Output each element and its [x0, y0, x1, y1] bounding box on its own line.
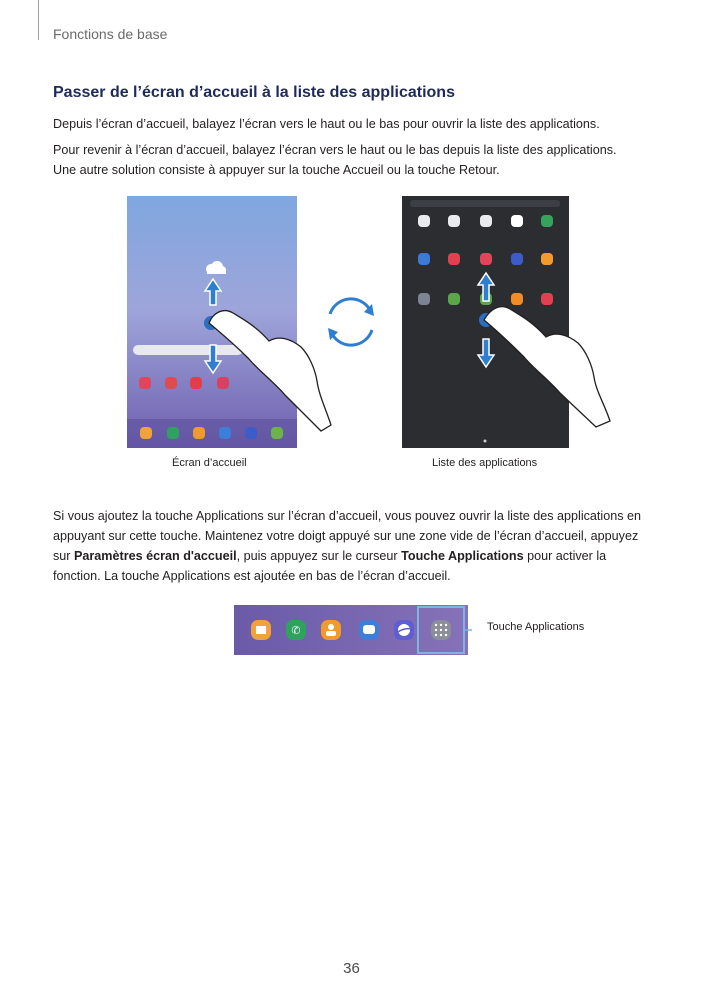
page-title: Passer de l’écran d’accueil à la liste des applications — [53, 84, 455, 101]
paragraph-2 — [53, 140, 653, 180]
apps-list-illustration — [400, 195, 618, 450]
paragraph-2-line-1: Pour revenir à l’écran d’accueil, balayez l’écran vers le haut ou le bas depuis la liste des applications. — [53, 143, 617, 157]
contacts-app-icon — [321, 620, 341, 640]
email-app-icon — [251, 620, 271, 640]
paragraph-1: Depuis l’écran d’accueil, balayez l’écran vers le haut ou le bas pour ouvrir la liste des applications. — [53, 117, 600, 131]
caption-apps-list: Liste des applications — [432, 457, 538, 469]
caption-home-screen: Écran d’accueil — [172, 457, 247, 469]
callout-apps-button: Touche Applications — [487, 621, 585, 633]
margin-rule — [38, 0, 39, 40]
paragraph-2-line-2: Une autre solution consiste à appuyer sur la touche Accueil ou la touche Retour. — [53, 163, 500, 177]
apps-search-bar — [410, 200, 560, 207]
phone-app-icon — [286, 620, 306, 640]
home-screen-settings-label: Paramètres écran d'accueil — [74, 549, 237, 563]
paragraph-3-text-a: Si vous ajoutez la touche Applications sur l’écran d’accueil, vous pouvez ouvrir la liste des applications en appuyant sur cette touche. Maintenez votre doigt appuyé sur une zone vide de l’écran d’accueil, appuyez sur — [53, 509, 642, 563]
page-number: 36 — [343, 960, 360, 977]
paragraph-3-text-c: , puis appuyez sur le curseur — [236, 549, 402, 563]
apps-button-icon — [431, 620, 451, 640]
paragraph-3 — [53, 506, 653, 586]
switch-arrows-icon — [322, 294, 380, 350]
page-indicator — [484, 440, 487, 443]
dock-illustration — [232, 603, 472, 657]
home-screen-illustration — [125, 195, 335, 450]
svg-text:✆: ✆ — [291, 624, 301, 637]
paragraph-3-text-e: pour activer la fonction. La touche Applications est ajoutée en bas de l’écran d’accueil. — [53, 549, 607, 583]
apps-button-toggle-label: Touche Applications — [401, 549, 524, 563]
messages-app-icon — [359, 620, 379, 640]
search-bar — [133, 345, 243, 355]
section-header: Fonctions de base — [53, 26, 168, 42]
internet-app-icon — [394, 620, 414, 640]
